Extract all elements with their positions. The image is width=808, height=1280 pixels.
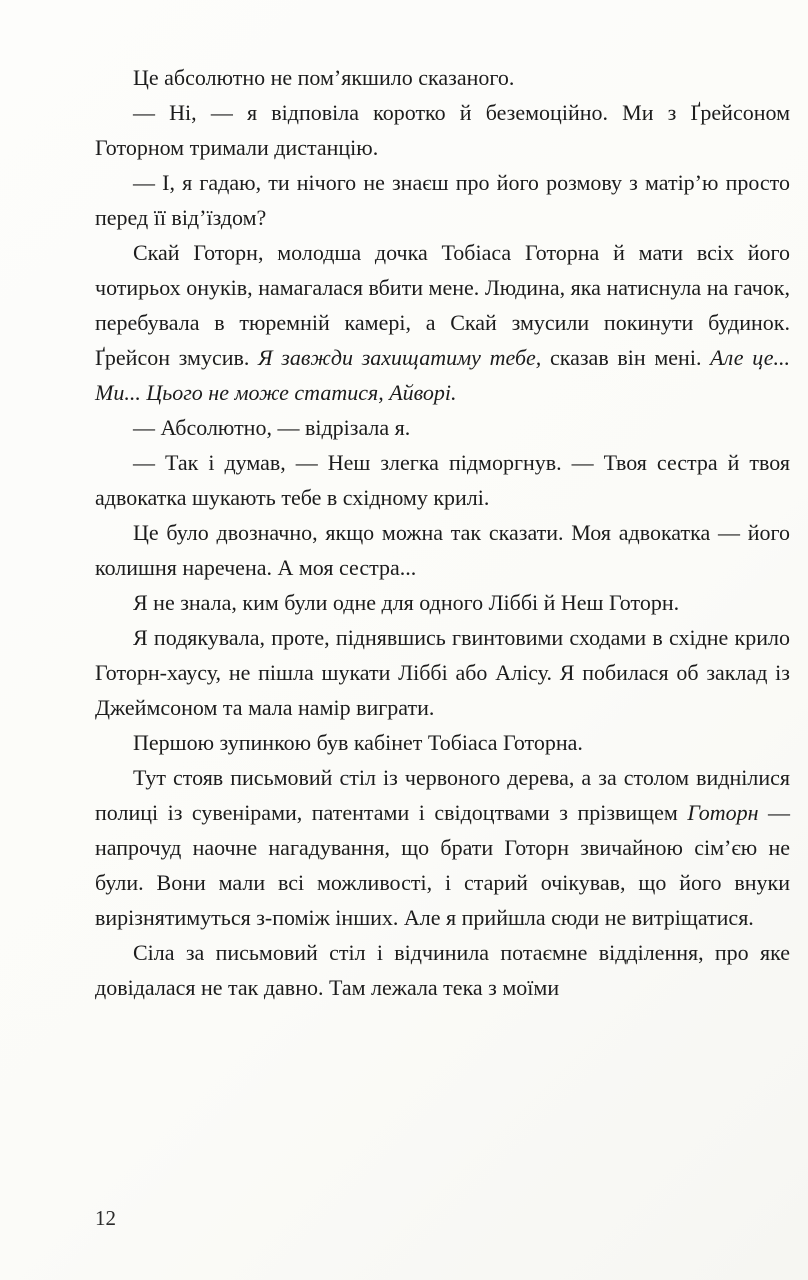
paragraph — [95, 445, 790, 515]
text-run: Я не знала, ким були одне для одного Ліббі й Неш Готорн. — [133, 590, 680, 615]
paragraph — [95, 235, 790, 410]
paragraph — [95, 95, 790, 165]
paragraph — [95, 760, 790, 935]
paragraph — [95, 410, 790, 445]
text-run: сказав він мені. — [541, 345, 711, 370]
paragraph — [95, 620, 790, 725]
text-run: Сіла за письмовий стіл і відчинила потаємне відділення, про яке довідалася не так давно. Там лежала тека з моїми — [95, 940, 790, 1000]
paragraph — [95, 585, 790, 620]
text-run: Це абсолютно не пом’якшило сказаного. — [133, 65, 515, 90]
text-run: — напрочуд наочне нагадування, що брати Готорн звичайною сім’єю не були. Вони мали всі можливості, і старий очікував, що його внуки вирізнятимуться з-поміж інших. Але я прийшла сюди не витріщатися. — [95, 800, 790, 930]
paragraph — [95, 60, 790, 95]
text-run: Це було двозначно, якщо можна так сказати. Моя адвокатка — його колишня наречена. А моя сестра... — [95, 520, 790, 580]
text-run: Скай Готорн, молодша дочка Тобіаса Готорна й мати всіх його чотирьох онуків, намагалася вбити мене. Людина, яка натиснула на гачок, перебувала в тюремній камері, а Скай змусили покинути будинок. Ґрейсон змусив. — [95, 240, 790, 370]
page-text — [95, 60, 790, 1005]
page-number: 12 — [95, 1206, 116, 1230]
paragraph — [95, 165, 790, 235]
text-run: Я подякувала, проте, піднявшись гвинтовими сходами в східне крило Готорн-хаусу, не пішла шукати Ліббі або Алісу. Я побилася об заклад із Джеймсоном та мала намір виграти. — [95, 625, 790, 720]
text-run: — Так і думав, — Неш злегка підморгнув. — Твоя сестра й твоя адвокатка шукають тебе в східному крилі. — [95, 450, 790, 510]
paragraph — [95, 935, 790, 1005]
text-run: Першою зупинкою був кабінет Тобіаса Готорна. — [133, 730, 583, 755]
text-run: Готорн — [687, 800, 759, 825]
paragraph — [95, 515, 790, 585]
paragraph — [95, 725, 790, 760]
text-run: — Абсолютно, — відрізала я. — [133, 415, 411, 440]
text-run: — Ні, — я відповіла коротко й беземоційно. Ми з Ґрейсоном Готорном тримали дистанцію. — [95, 100, 790, 160]
text-run: — І, я гадаю, ти нічого не знаєш про його розмову з матір’ю просто перед її від’їздом? — [95, 170, 790, 230]
text-run: Але це... Ми... Цього не може статися, Айворі. — [95, 345, 791, 405]
text-run: Тут стояв письмовий стіл із червоного дерева, а за столом виднілися полиці із сувенірами, патентами і свідоцтвами з прізвищем — [95, 765, 790, 825]
text-run: Я завжди захищатиму тебе, — [258, 345, 542, 370]
